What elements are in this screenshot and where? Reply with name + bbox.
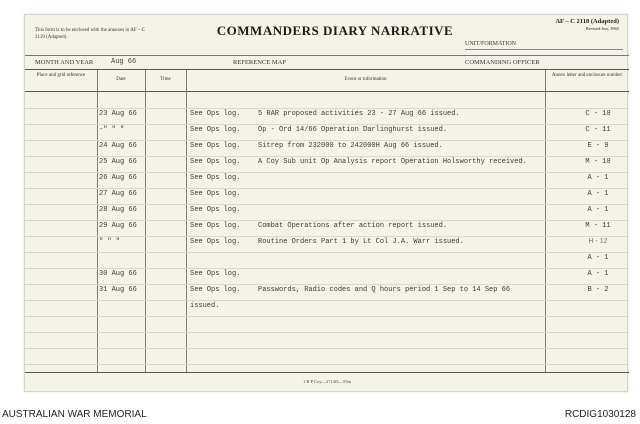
col-head-annex: Annex letter and enclosure number [545,70,629,92]
entry-date: 27 Aug 66 [99,190,137,198]
entry-event: Routine Orders Part 1 by Lt Col J.A. Warr issued. [258,238,464,246]
unit-formation-label: UNIT/FORMATION [465,41,516,47]
entry-date: 31 Aug 66 [99,286,137,294]
entry-date: -" " " [99,126,125,134]
diary-entry [25,142,629,158]
col-head-place: Place and grid reference [25,70,97,92]
entry-event: 5 RAR proposed activities 23 - 27 Aug 66 issued. [258,110,460,118]
entry-date: 24 Aug 66 [99,142,137,150]
entry-ref: See Ops log. [190,174,241,182]
entry-ref: See Ops log. [190,238,241,246]
col-head-event: Event or information [186,70,545,92]
row-rule [25,364,629,365]
diary-entry [25,238,629,254]
entry-annex: A - 1 [587,206,609,214]
entry-date: 28 Aug 66 [99,206,137,214]
page-title: COMMANDERS DIARY NARRATIVE [216,23,454,38]
diary-entry [25,302,629,318]
entry-annex: C - 10 [585,110,611,118]
entry-annex: A - 1 [587,174,609,182]
month-year-label: MONTH AND YEAR [35,59,94,66]
entry-annex: E - 9 [587,142,609,150]
month-year-value: Aug 66 [111,58,137,66]
entry-event: A Coy Sub unit Op Analysis report Operation Holsworthy received. [258,158,527,166]
entry-ref: See Ops log. [190,222,241,230]
entry-date: 26 Aug 66 [99,174,137,182]
entry-ref: See Ops log. [190,110,241,118]
entry-annex: M - 10 [585,158,611,166]
diary-entry [25,206,629,222]
diary-entry [25,174,629,190]
form-id [555,18,619,31]
diary-entry [25,158,629,174]
form-note: This form is to be enclosed with the annexes in AF – C 2119 (Adapted). [35,28,145,40]
commanding-officer-label: COMMANDING OFFICER [465,59,540,66]
entry-annex: C - 11 [585,126,611,134]
diary-entry [25,126,629,142]
diary-sheet [24,14,628,392]
diary-entry [25,270,629,286]
entry-ref: See Ops log. [190,126,241,134]
reference-map-label: REFERENCE MAP [233,59,286,66]
diary-entry [25,190,629,206]
entry-date: 23 Aug 66 [99,110,137,118]
row-rule [25,348,629,349]
entry-ref: See Ops log. [190,158,241,166]
entry-event: Op - Ord 14/66 Operation Darlinghurst issued. [258,126,448,134]
entry-date: " " " [99,238,121,246]
entry-event: Sitrep from 232000 to 242000H Aug 66 issued. [258,142,443,150]
entry-annex: A - 1 [587,270,609,278]
diary-entry [25,110,629,126]
entry-ref: See Ops log. [190,270,241,278]
entry-date: 25 Aug 66 [99,158,137,166]
row-rule [25,332,629,333]
entry-date: 29 Aug 66 [99,222,137,230]
entry-date: 30 Aug 66 [99,270,137,278]
col-head-time: Time [145,70,186,92]
record-id: RCDIG1030128 [564,409,636,420]
entry-annex: A - 1 [587,254,609,262]
entry-ref: See Ops log. [190,286,241,294]
form-print-code: 1 R P Coy—271/65—55m [303,379,351,384]
entry-event: Passwords, Radio codes and Q hours period 1 Sep to 14 Sep 66 [258,286,511,294]
form-id-text: AF – C 2118 (Adapted) [555,18,619,25]
entry-ref: See Ops log. [190,142,241,150]
entry-annex: M - 11 [585,222,611,230]
entry-ref: See Ops log. [190,190,241,198]
sheet-info-row [25,55,629,69]
col-head-date: Date [97,70,145,92]
diary-entry [25,286,629,302]
row-rule [25,108,629,109]
diary-entry [25,222,629,238]
form-revised: Revised Jun, 1965 [585,26,619,31]
entry-annex: B - 2 [587,286,609,294]
diary-table [25,69,629,373]
entry-event: Combat Operations after action report issued. [258,222,448,230]
entry-ref: See Ops log. [190,206,241,214]
entry-ref: issued. [190,302,220,310]
archive-caption: AUSTRALIAN WAR MEMORIAL [2,409,147,420]
unit-formation-line [465,49,623,50]
diary-entry [25,254,629,270]
entry-annex: A - 1 [587,190,609,198]
entry-annex-handwritten: H - 12 [588,238,608,245]
